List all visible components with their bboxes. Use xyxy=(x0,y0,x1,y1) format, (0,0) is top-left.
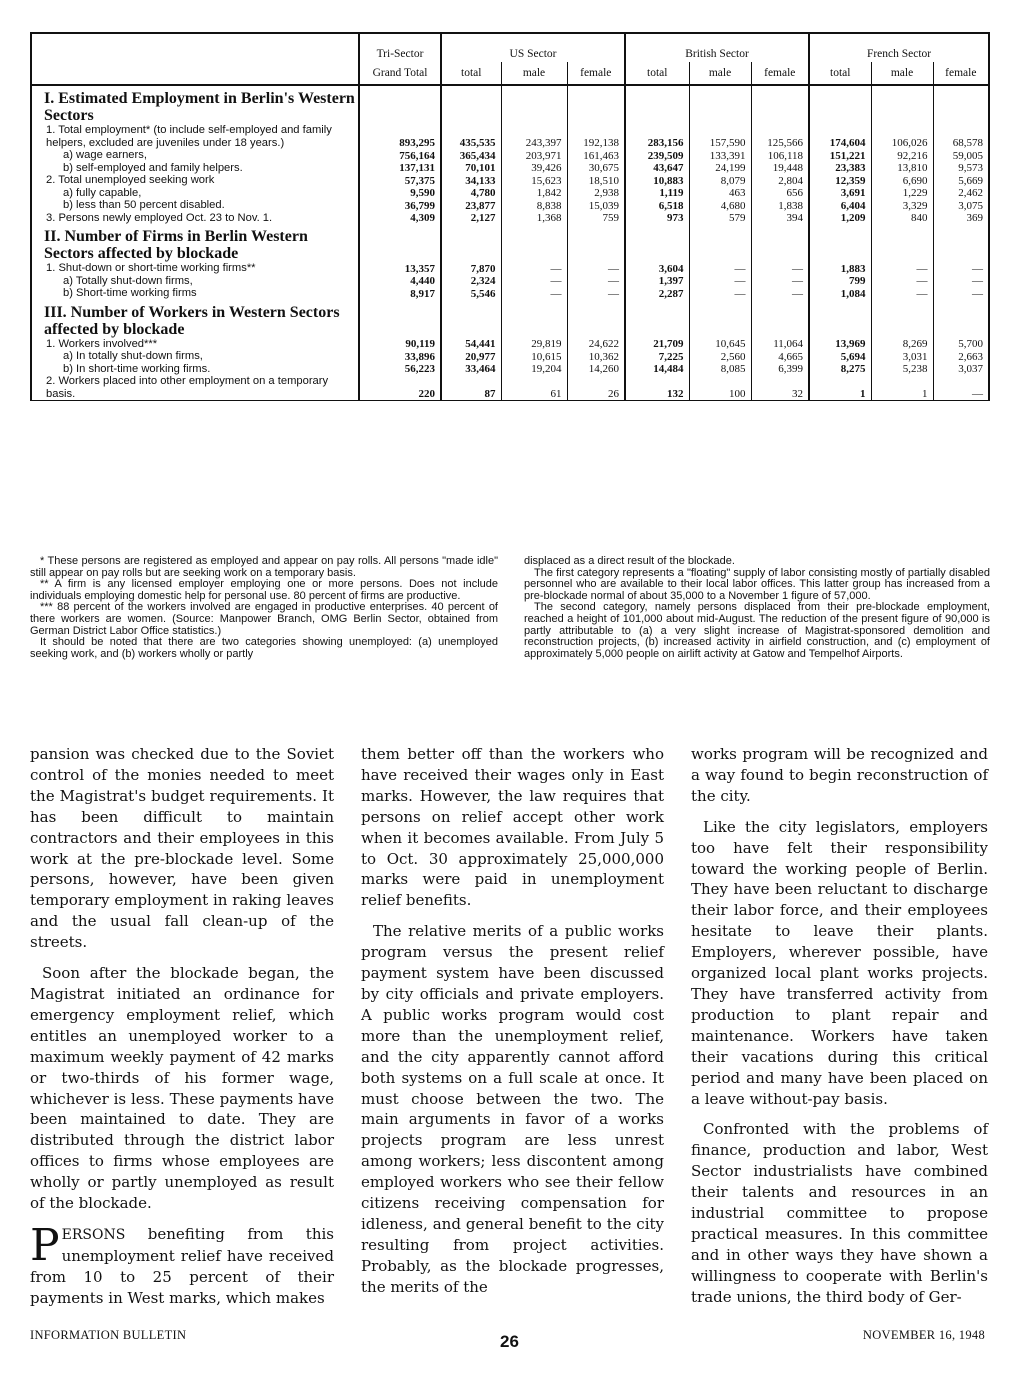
table-cell: 1,368 xyxy=(501,212,567,225)
table-cell: 756,164 xyxy=(359,149,441,162)
table-cell: 92,216 xyxy=(871,149,933,162)
table-cell: 132 xyxy=(625,375,689,401)
table-row xyxy=(31,212,989,225)
table-cell: 2,663 xyxy=(933,350,989,363)
drop-cap: P xyxy=(30,1219,60,1271)
table-cell: — xyxy=(689,275,751,288)
table-cell: 973 xyxy=(625,212,689,225)
table-cell: 1,229 xyxy=(871,187,933,200)
table-cell: 26 xyxy=(567,375,625,401)
row-label: a) In totally shut-down firms, xyxy=(31,350,359,363)
table-cell: 13,810 xyxy=(871,162,933,175)
table-cell: 1 xyxy=(871,375,933,401)
footnote: It should be noted that there are two categories showing unemployed: (a) unemployed seeking work, and (b) workers wholly or partly xyxy=(30,636,498,660)
table-cell: 5,694 xyxy=(809,350,871,363)
paragraph: Confronted with the problems of finance, production and labor, West Sector industrialists have combined their talents and resources in an industrial committee to propose practical measures. In this committee and in other ways they have shown a willingness to cooperate with Berlin's trade unions, the third body of Ger- xyxy=(691,1120,988,1306)
page-number: 26 xyxy=(500,1332,519,1351)
table-cell: 1,209 xyxy=(809,212,871,225)
table-cell: — xyxy=(751,262,809,275)
table-cell: 3,031 xyxy=(871,350,933,363)
table-cell: 33,464 xyxy=(441,363,501,376)
table-cell: 29,819 xyxy=(501,338,567,351)
table-cell: 13,969 xyxy=(809,338,871,351)
article-column-1 xyxy=(30,744,334,1319)
table-cell: 2,287 xyxy=(625,287,689,300)
table-cell: — xyxy=(567,262,625,275)
table-cell: 656 xyxy=(751,187,809,200)
table-cell: 8,838 xyxy=(501,199,567,212)
row-label: 2. Total unemployed seeking work xyxy=(31,174,359,187)
table-cell: 12,359 xyxy=(809,174,871,187)
table-row xyxy=(31,375,989,401)
table-cell: 10,615 xyxy=(501,350,567,363)
table-cell: — xyxy=(871,262,933,275)
small-caps-word: ERSONS xyxy=(61,1226,126,1243)
header-blank xyxy=(31,33,359,62)
table-row xyxy=(31,162,989,175)
table-cell: 3,037 xyxy=(933,363,989,376)
table-cell: 1,838 xyxy=(751,199,809,212)
table-cell: — xyxy=(751,287,809,300)
table-cell: 463 xyxy=(689,187,751,200)
table-cell: 70,101 xyxy=(441,162,501,175)
table-cell: 6,404 xyxy=(809,199,871,212)
table-cell: 15,623 xyxy=(501,174,567,187)
table-cell: 6,690 xyxy=(871,174,933,187)
row-label: 1. Shut-down or short-time working firms** xyxy=(31,262,359,275)
table-cell: 1,084 xyxy=(809,287,871,300)
table-cell: — xyxy=(501,287,567,300)
table-cell: 10,362 xyxy=(567,350,625,363)
table-cell: 90,119 xyxy=(359,338,441,351)
table-cell: — xyxy=(751,275,809,288)
table-cell: 133,391 xyxy=(689,149,751,162)
row-label: a) wage earners, xyxy=(31,149,359,162)
table-cell: 87 xyxy=(441,375,501,401)
table-cell: 11,064 xyxy=(751,338,809,351)
table-row xyxy=(31,124,989,149)
section-row xyxy=(31,300,989,338)
table-row xyxy=(31,187,989,200)
table-cell: 3,075 xyxy=(933,199,989,212)
table-cell: 1,397 xyxy=(625,275,689,288)
header-british-sector: British Sector xyxy=(625,33,809,62)
paragraph: works program will be recognized and a way found to begin reconstruction of the city. xyxy=(691,745,988,805)
table-row xyxy=(31,199,989,212)
table-cell: 1,842 xyxy=(501,187,567,200)
table-cell: 2,127 xyxy=(441,212,501,225)
table-cell: 365,434 xyxy=(441,149,501,162)
table-cell: 6,399 xyxy=(751,363,809,376)
table-cell: 3,604 xyxy=(625,262,689,275)
table-cell: 4,440 xyxy=(359,275,441,288)
header-french-male: male xyxy=(871,62,933,85)
header-us-total: total xyxy=(441,62,501,85)
row-label: 3. Persons newly employed Oct. 23 to Nov. 1. xyxy=(31,212,359,225)
table-cell: 32 xyxy=(751,375,809,401)
table-cell: 759 xyxy=(567,212,625,225)
article-column-3 xyxy=(691,744,988,1318)
table-cell: 106,026 xyxy=(871,124,933,149)
section-title: I. Estimated Employment in Berlin's Western Sectors xyxy=(31,85,359,124)
table-cell: 14,484 xyxy=(625,363,689,376)
table-cell: 2,560 xyxy=(689,350,751,363)
article-column-2 xyxy=(361,744,664,1308)
table-cell: 239,509 xyxy=(625,149,689,162)
footnote: * These persons are registered as employed and appear on pay rolls. All persons "made idle" still appear on pay rolls but are seeking work on a temporary basis. xyxy=(30,555,498,579)
table-cell: — xyxy=(501,275,567,288)
table-cell: 100 xyxy=(689,375,751,401)
table-cell: 369 xyxy=(933,212,989,225)
table-cell: 8,275 xyxy=(809,363,871,376)
table-cell: — xyxy=(933,375,989,401)
table-cell: 14,260 xyxy=(567,363,625,376)
table-cell: 5,669 xyxy=(933,174,989,187)
table-cell: 9,573 xyxy=(933,162,989,175)
table-cell: 2,324 xyxy=(441,275,501,288)
table-cell: — xyxy=(501,262,567,275)
table-cell: 7,870 xyxy=(441,262,501,275)
table-cell: 1,119 xyxy=(625,187,689,200)
table-cell: 1,883 xyxy=(809,262,871,275)
table-cell: 243,397 xyxy=(501,124,567,149)
table-cell: 36,799 xyxy=(359,199,441,212)
row-label: b) Short-time working firms xyxy=(31,287,359,300)
employment-table xyxy=(30,32,990,401)
table-cell: 7,225 xyxy=(625,350,689,363)
table-cell: 161,463 xyxy=(567,149,625,162)
table-cell: 8,269 xyxy=(871,338,933,351)
table-cell: 8,085 xyxy=(689,363,751,376)
header-british-male: male xyxy=(689,62,751,85)
table-cell: 5,546 xyxy=(441,287,501,300)
table-cell: — xyxy=(567,287,625,300)
table-cell: 579 xyxy=(689,212,751,225)
table-cell: 283,156 xyxy=(625,124,689,149)
footnote: displaced as a direct result of the blockade. xyxy=(524,555,735,567)
table-cell: 840 xyxy=(871,212,933,225)
table-row xyxy=(31,262,989,275)
footnote: The second category, namely persons displaced from their pre-blockade employment, reached a height of 101,000 about mid-August. The reduction of the present figure of 90,000 is partly attributable to (a) a very slight increase of Magistrat-sponsored demolition and reconstruction projects, (b) increased activity in airfield construction, and (c) employment of approximately 5,000 people on airlift activity at Gatow and Tempelhof Airports. xyxy=(524,601,990,660)
row-label: 2. Workers placed into other employment on a temporary basis. xyxy=(31,375,359,401)
table-cell: 23,383 xyxy=(809,162,871,175)
table-cell: — xyxy=(933,287,989,300)
table-row xyxy=(31,287,989,300)
paragraph: Soon after the blockade began, the Magistrat initiated an ordinance for emergency employment relief, which entitles an unemployed worker to a maximum weekly payment of 42 marks or two-thirds of his former wage, whichever is less. These payments have been maintained to date. They are distributed through the district labor offices to firms whose employees are wholly or partly unemployed as result of the blockade. xyxy=(30,964,334,1213)
table-cell: 23,877 xyxy=(441,199,501,212)
header-us-sector: US Sector xyxy=(441,33,625,62)
row-label: b) less than 50 percent disabled. xyxy=(31,199,359,212)
table-cell: 8,079 xyxy=(689,174,751,187)
table-cell: 13,357 xyxy=(359,262,441,275)
table-cell: 57,375 xyxy=(359,174,441,187)
table-cell: — xyxy=(933,262,989,275)
row-label: a) Totally shut-down firms, xyxy=(31,275,359,288)
table-cell: 18,510 xyxy=(567,174,625,187)
header-french-total: total xyxy=(809,62,871,85)
table-cell: 5,238 xyxy=(871,363,933,376)
table-cell: 34,133 xyxy=(441,174,501,187)
publication-name: INFORMATION BULLETIN xyxy=(30,1328,187,1342)
table-cell: 2,938 xyxy=(567,187,625,200)
table-cell: 220 xyxy=(359,375,441,401)
footnote: The first category represents a "floating" supply of labor consisting mostly of partially disabled personnel who are available to their local labor offices. This latter group has increased from a pre-blockade normal of about 35,000 to a November 1 figure of 57,000. xyxy=(524,566,990,602)
table-cell: 10,645 xyxy=(689,338,751,351)
table-cell: 4,780 xyxy=(441,187,501,200)
row-label: 1. Total employment* (to include self-employed and family helpers, excluded are juveniles under 18 years.) xyxy=(31,124,359,149)
table-cell: 394 xyxy=(751,212,809,225)
section-row xyxy=(31,224,989,262)
paragraph: The relative merits of a public works program versus the present relief payment system have been discussed by city officials and private employers. A public works program would cost more than the unemployment relief, and the city apparently cannot afford both systems on a full scale at once. It must choose between the two. The main arguments in favor of a works projects program are less unrest among workers; less discontent among employed workers who see their fellow citizens receiving compensation for idleness, and general benefit to the city resulting from project activities. Probably, as the blockade progresses, the merits of the xyxy=(361,922,664,1296)
table-cell: 10,883 xyxy=(625,174,689,187)
table-cell: — xyxy=(567,275,625,288)
table-cell: 68,578 xyxy=(933,124,989,149)
table-cell: — xyxy=(871,287,933,300)
paragraph-dropcap xyxy=(30,1219,334,1309)
table-cell: 2,462 xyxy=(933,187,989,200)
table-cell: 9,590 xyxy=(359,187,441,200)
section-title: III. Number of Workers in Western Sectors affected by blockade xyxy=(31,300,359,338)
table-cell: 19,204 xyxy=(501,363,567,376)
table-cell: 4,665 xyxy=(751,350,809,363)
footnote: ** A firm is any licensed employer employing one or more persons. Does not include individuals employing domestic help for personal use. 80 percent of firms are productive. xyxy=(30,578,498,602)
table-cell: — xyxy=(689,287,751,300)
table-cell: 106,118 xyxy=(751,149,809,162)
table-cell: 2,804 xyxy=(751,174,809,187)
table-cell: 54,441 xyxy=(441,338,501,351)
header-french-female: female xyxy=(933,62,989,85)
table-cell: 4,309 xyxy=(359,212,441,225)
table-row xyxy=(31,363,989,376)
table-cell: 1 xyxy=(809,375,871,401)
table-row xyxy=(31,174,989,187)
table-cell: 43,647 xyxy=(625,162,689,175)
table-cell: 61 xyxy=(501,375,567,401)
table-cell: 137,131 xyxy=(359,162,441,175)
table-row xyxy=(31,350,989,363)
header-french-sector: French Sector xyxy=(809,33,989,62)
header-us-female: female xyxy=(567,62,625,85)
paragraph: Like the city legislators, employers too have felt their responsibility toward the working people of Berlin. They have been reluctant to discharge their labor force, and their employees hesitate to leave their plants. Employers, wherever possible, have organized local plant works projects. They have transferred activity from production to plant repair and maintenance. Workers have taken their vacations during this critical period and many have been placed on a leave without-pay basis. xyxy=(691,817,988,1108)
table-row xyxy=(31,338,989,351)
table-cell: 125,566 xyxy=(751,124,809,149)
table-cell: 8,917 xyxy=(359,287,441,300)
table-cell: 19,448 xyxy=(751,162,809,175)
table-cell: 6,518 xyxy=(625,199,689,212)
table-cell: 174,604 xyxy=(809,124,871,149)
table-cell: 893,295 xyxy=(359,124,441,149)
header-us-male: male xyxy=(501,62,567,85)
table-cell: 3,691 xyxy=(809,187,871,200)
table-cell: 3,329 xyxy=(871,199,933,212)
header-british-female: female xyxy=(751,62,809,85)
footnotes-right xyxy=(524,556,990,660)
table-cell: 4,680 xyxy=(689,199,751,212)
table-cell: 157,590 xyxy=(689,124,751,149)
table-cell: 30,675 xyxy=(567,162,625,175)
table-cell: 192,138 xyxy=(567,124,625,149)
table-cell: — xyxy=(933,275,989,288)
table-cell: 435,535 xyxy=(441,124,501,149)
row-label: b) self-employed and family helpers. xyxy=(31,162,359,175)
table-cell: 39,426 xyxy=(501,162,567,175)
table-cell: 151,221 xyxy=(809,149,871,162)
row-label: b) In short-time working firms. xyxy=(31,363,359,376)
table-cell: 59,005 xyxy=(933,149,989,162)
header-grand-total: Grand Total xyxy=(359,62,441,85)
paragraph-text: benefiting from this unemployment relief have received from 10 to 25 percent of their payments in West marks, which makes xyxy=(30,1224,334,1307)
table-cell: 24,199 xyxy=(689,162,751,175)
table-cell: — xyxy=(689,262,751,275)
table-cell: 5,700 xyxy=(933,338,989,351)
table-cell: 21,709 xyxy=(625,338,689,351)
table-cell: 799 xyxy=(809,275,871,288)
row-label: a) fully capable, xyxy=(31,187,359,200)
issue-date: NOVEMBER 16, 1948 xyxy=(862,1328,985,1342)
row-label: 1. Workers involved*** xyxy=(31,338,359,351)
paragraph: pansion was checked due to the Soviet control of the monies needed to meet the Magistrat's budget requirements. It has been difficult to maintain contractors and their employees in this work at the pre-blockade level. Some persons, however, have been given temporary employment in raking leaves and the usual fall clean-up of the streets. xyxy=(30,745,334,952)
table-cell: 56,223 xyxy=(359,363,441,376)
table-cell: 24,622 xyxy=(567,338,625,351)
table-cell: 20,977 xyxy=(441,350,501,363)
header-british-total: total xyxy=(625,62,689,85)
table-cell: — xyxy=(871,275,933,288)
table-row xyxy=(31,275,989,288)
table-cell: 203,971 xyxy=(501,149,567,162)
table-cell: 33,896 xyxy=(359,350,441,363)
header-tri-sector: Tri-Sector xyxy=(359,33,441,62)
table-cell: 15,039 xyxy=(567,199,625,212)
paragraph: them better off than the workers who have received their wages only in East marks. However, the law requires that persons on relief accept other work when it becomes available. From July 5 to Oct. 30 approximately 25,000,000 marks were paid in unemployment relief benefits. xyxy=(361,745,664,910)
table-row xyxy=(31,149,989,162)
footnotes-left xyxy=(30,556,498,660)
footnote: *** 88 percent of the workers involved are engaged in productive enterprises. 40 percent of there workers are women. (Source: Manpower Branch, OMG Berlin Sector, obtained from German District Labor Office statistics.) xyxy=(30,601,498,637)
section-title: II. Number of Firms in Berlin Western Sectors affected by blockade xyxy=(31,224,359,262)
